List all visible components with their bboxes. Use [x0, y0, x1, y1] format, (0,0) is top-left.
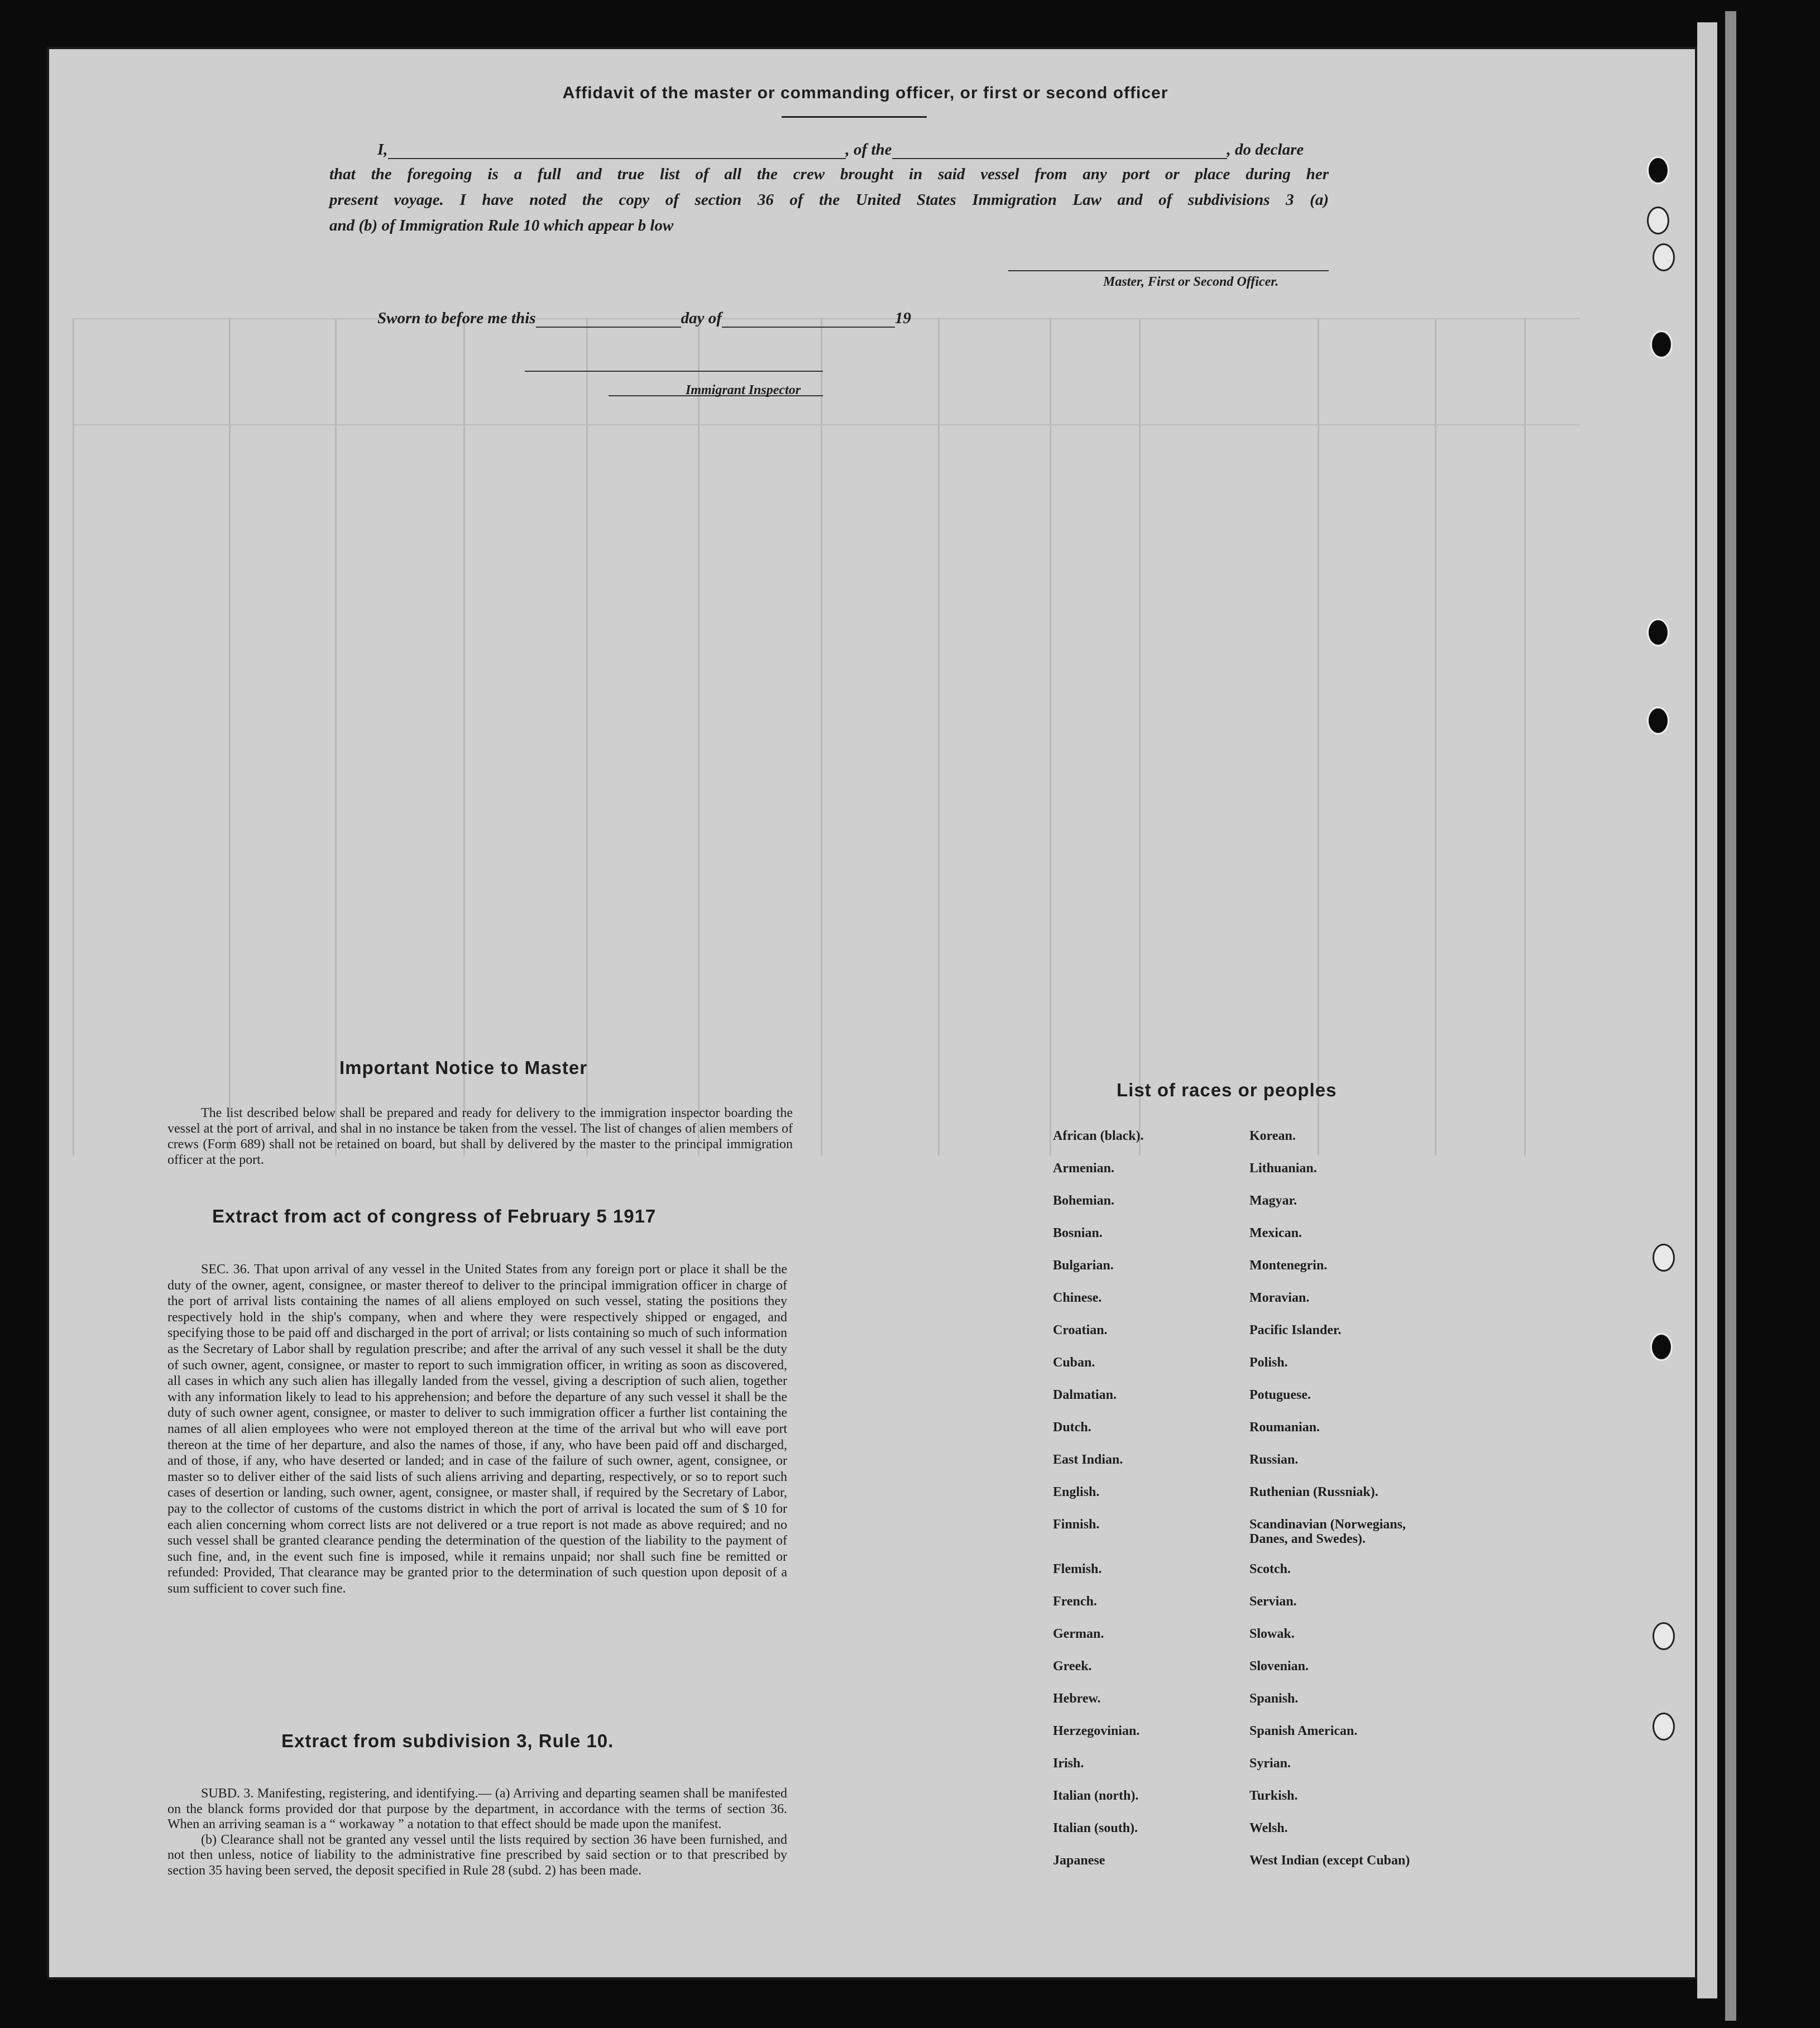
- race-item: Flemish.: [1053, 1562, 1102, 1576]
- race-item: Bulgarian.: [1053, 1258, 1114, 1273]
- sworn-text: Sworn to before me this: [377, 309, 536, 327]
- inspector-signature-line-1[interactable]: [525, 371, 823, 372]
- race-item: Scandinavian (Norwegians, Danes, and Swedes).: [1249, 1517, 1406, 1546]
- race-item: Turkish.: [1249, 1789, 1298, 1803]
- inspector-label: Immigrant Inspector: [686, 383, 801, 397]
- affidavit-i: I,: [377, 141, 388, 159]
- race-item: Hebrew.: [1053, 1691, 1101, 1706]
- section-36-text: SEC. 36. That upon arrival of any vessel in the United States from any foreign port or place it shall be the duty of the owner, agent, consignee, or master thereof to deliver to the principal immigration officer in charge of the port of arrival lists containing the names of all aliens employed on such vessel, stating the positions they respectively hold in the ship's company, when and where they were respectively shipped or engaged, and specifying those to be paid off and discharged in the port of arrival; or lists containing so much of such information as the Secretary of Labor shall by regulation prescribe; and after the arrival of any such vessel it shall be the duty of such owner, agent, consignee, or master to report to such immigration officer, in writing as soon as discovered, all cases in which any such alien has illegally landed from the vessel, giving a description of such alien, together with any information likely to lead to his apprehension; and before the departure of any such vessel it shall be the duty of such owner agent, consignee, or master to deliver to such immigration officer a further list containing the names of all alien employees who were not employed thereon at the time of the arrival but who will eave port thereon at the time of her departure, and also the names of those, if any, who have been paid off and discharged, and of those, if any, who have deserted or landed; and in case of the failure of such owner, agent, consignee, or master so to deliver either of the said lists of such aliens arriving and departing, respectively, or so to report such cases of desertion or landing, such owner, agent, consignee, or master shall, if required by the Secretary of Labor, pay to the collector of customs of the customs district in which the port of arrival is located the sum of $ 10 for each alien concerning whom correct lists are not delivered or a true report is not made as above required; and no such vessel shall be granted clearance pending the determination of the question of the liability to the payment of such fine, and, in the event such fine is imposed, while it remains unpaid; nor shall such fine be remitted or refunded: Provided, That clearance may be granted prior to the determination of such question upon deposit of a sum sufficient to cover such fine.: [167, 1262, 787, 1596]
- binder-hole: [1653, 243, 1675, 271]
- sworn-line: [377, 309, 911, 328]
- month-blank[interactable]: [722, 312, 895, 328]
- binder-hole: [1647, 156, 1669, 184]
- affidavit-declare: , do declare: [1227, 141, 1304, 159]
- master-label: Master, First or Second Officer.: [1103, 275, 1279, 289]
- master-signature-line[interactable]: [1008, 270, 1329, 271]
- race-item: German.: [1053, 1627, 1104, 1641]
- race-item: French.: [1053, 1594, 1097, 1609]
- name-blank[interactable]: [388, 143, 846, 159]
- affidavit-line-4: and (b) of Immigration Rule 10 which appear b low: [329, 217, 674, 234]
- race-item: Polish.: [1249, 1355, 1288, 1370]
- race-item: Slovenian.: [1249, 1659, 1309, 1674]
- subdivision-3b: (b) Clearance shall not be granted any vessel until the lists required by section 36 have been furnished, and not then unless, notice of liability to the administrative fine prescribed by said section or to that prescribed by section 35 having been served, the deposit specified in Rule 28 (subd. 2) has been made.: [167, 1832, 787, 1878]
- race-item: Dalmatian.: [1053, 1388, 1117, 1402]
- race-item: Roumanian.: [1249, 1420, 1320, 1435]
- day-blank[interactable]: [536, 312, 681, 328]
- binder-hole: [1650, 1333, 1673, 1361]
- race-item: Italian (south).: [1053, 1821, 1138, 1835]
- race-item: Scotch.: [1249, 1562, 1291, 1576]
- affidavit-title-rule: [782, 116, 927, 118]
- year-text: 19: [894, 309, 911, 327]
- race-item: East Indian.: [1053, 1452, 1123, 1467]
- extract-congress-title: Extract from act of congress of February 5 1917: [212, 1206, 657, 1226]
- race-item: Servian.: [1249, 1594, 1297, 1609]
- race-item: African (black).: [1053, 1129, 1144, 1143]
- races-title: List of races or peoples: [1117, 1080, 1337, 1100]
- race-item: West Indian (except Cuban): [1249, 1853, 1410, 1868]
- page-edge-shadow: [1725, 11, 1736, 2021]
- day-of-text: day of: [681, 309, 722, 327]
- binder-hole: [1650, 330, 1673, 358]
- race-item: Japanese: [1053, 1853, 1105, 1868]
- race-item: Chinese.: [1053, 1291, 1102, 1305]
- race-item: Spanish American.: [1249, 1724, 1358, 1738]
- race-item: Bohemian.: [1053, 1193, 1115, 1208]
- race-item: Ruthenian (Russniak).: [1249, 1485, 1378, 1499]
- subdivision-3a: SUBD. 3. Manifesting, registering, and identifying.— (a) Arriving and departing seamen shall be manifested on the blanck forms provided dor that purpose by the department, in accordance with the terms of section 36. When an arriving seaman is a “ workaway ” a notation to that effect should be made upon the manifest.: [167, 1786, 787, 1832]
- subdivision-3-text: [167, 1786, 787, 1878]
- race-item: Armenian.: [1053, 1161, 1114, 1176]
- race-item: Slowak.: [1249, 1627, 1295, 1641]
- race-item: Spanish.: [1249, 1691, 1299, 1706]
- race-item: Welsh.: [1249, 1821, 1288, 1835]
- race-item: Korean.: [1249, 1129, 1296, 1143]
- race-item: Greek.: [1053, 1659, 1092, 1674]
- race-item: Moravian.: [1249, 1291, 1310, 1305]
- extract-rule-title: Extract from subdivision 3, Rule 10.: [281, 1730, 614, 1751]
- race-item: Croatian.: [1053, 1323, 1108, 1337]
- race-item: Cuban.: [1053, 1355, 1095, 1370]
- notice-body: The list described below shall be prepared and ready for delivery to the immigration inspector boarding the vessel at the port of arrival, and shal in no instance be taken from the vessel. The list of changes of alien members of crews (Form 689) shall not be retained on board, but shall by delivered by the master to the principal immigration officer at the port.: [167, 1106, 793, 1167]
- affidavit-of-the: , of the: [845, 141, 892, 159]
- race-item: Russian.: [1249, 1452, 1299, 1467]
- race-item: Italian (north).: [1053, 1789, 1139, 1803]
- affidavit-title: Affidavit of the master or commanding officer, or first or second officer: [562, 84, 1168, 102]
- race-item: Dutch.: [1053, 1420, 1091, 1435]
- affidavit-line-3: present voyage. I have noted the copy of section 36 of the United States Immigration Law and of subdivisions 3 (a): [329, 191, 1329, 209]
- page-edge: [1697, 22, 1717, 1998]
- vessel-blank[interactable]: [892, 143, 1227, 159]
- affidavit-line-1: [377, 141, 1304, 159]
- race-item: Irish.: [1053, 1756, 1084, 1771]
- affidavit-line-2: that the foregoing is a full and true list of all the crew brought in said vessel from any port or place during her: [329, 165, 1329, 183]
- binder-hole: [1653, 1622, 1675, 1650]
- race-item: Magyar.: [1249, 1193, 1297, 1208]
- race-item: Finnish.: [1053, 1517, 1100, 1532]
- race-item: Pacific Islander.: [1249, 1323, 1342, 1337]
- race-item: Montenegrin.: [1249, 1258, 1328, 1273]
- manifest-back-page: [47, 47, 1697, 1979]
- race-item: English.: [1053, 1485, 1100, 1499]
- race-item: Lithuanian.: [1249, 1161, 1317, 1176]
- race-item: Herzegovinian.: [1053, 1724, 1140, 1738]
- race-item: Potuguese.: [1249, 1388, 1311, 1402]
- binder-hole: [1653, 1713, 1675, 1741]
- binder-hole: [1647, 707, 1669, 735]
- notice-title: Important Notice to Master: [339, 1057, 588, 1078]
- binder-hole: [1647, 207, 1669, 234]
- race-item: Syrian.: [1249, 1756, 1291, 1771]
- binder-hole: [1653, 1244, 1675, 1272]
- race-item: Bosnian.: [1053, 1226, 1103, 1240]
- race-item: Mexican.: [1249, 1226, 1302, 1240]
- binder-hole: [1647, 619, 1669, 646]
